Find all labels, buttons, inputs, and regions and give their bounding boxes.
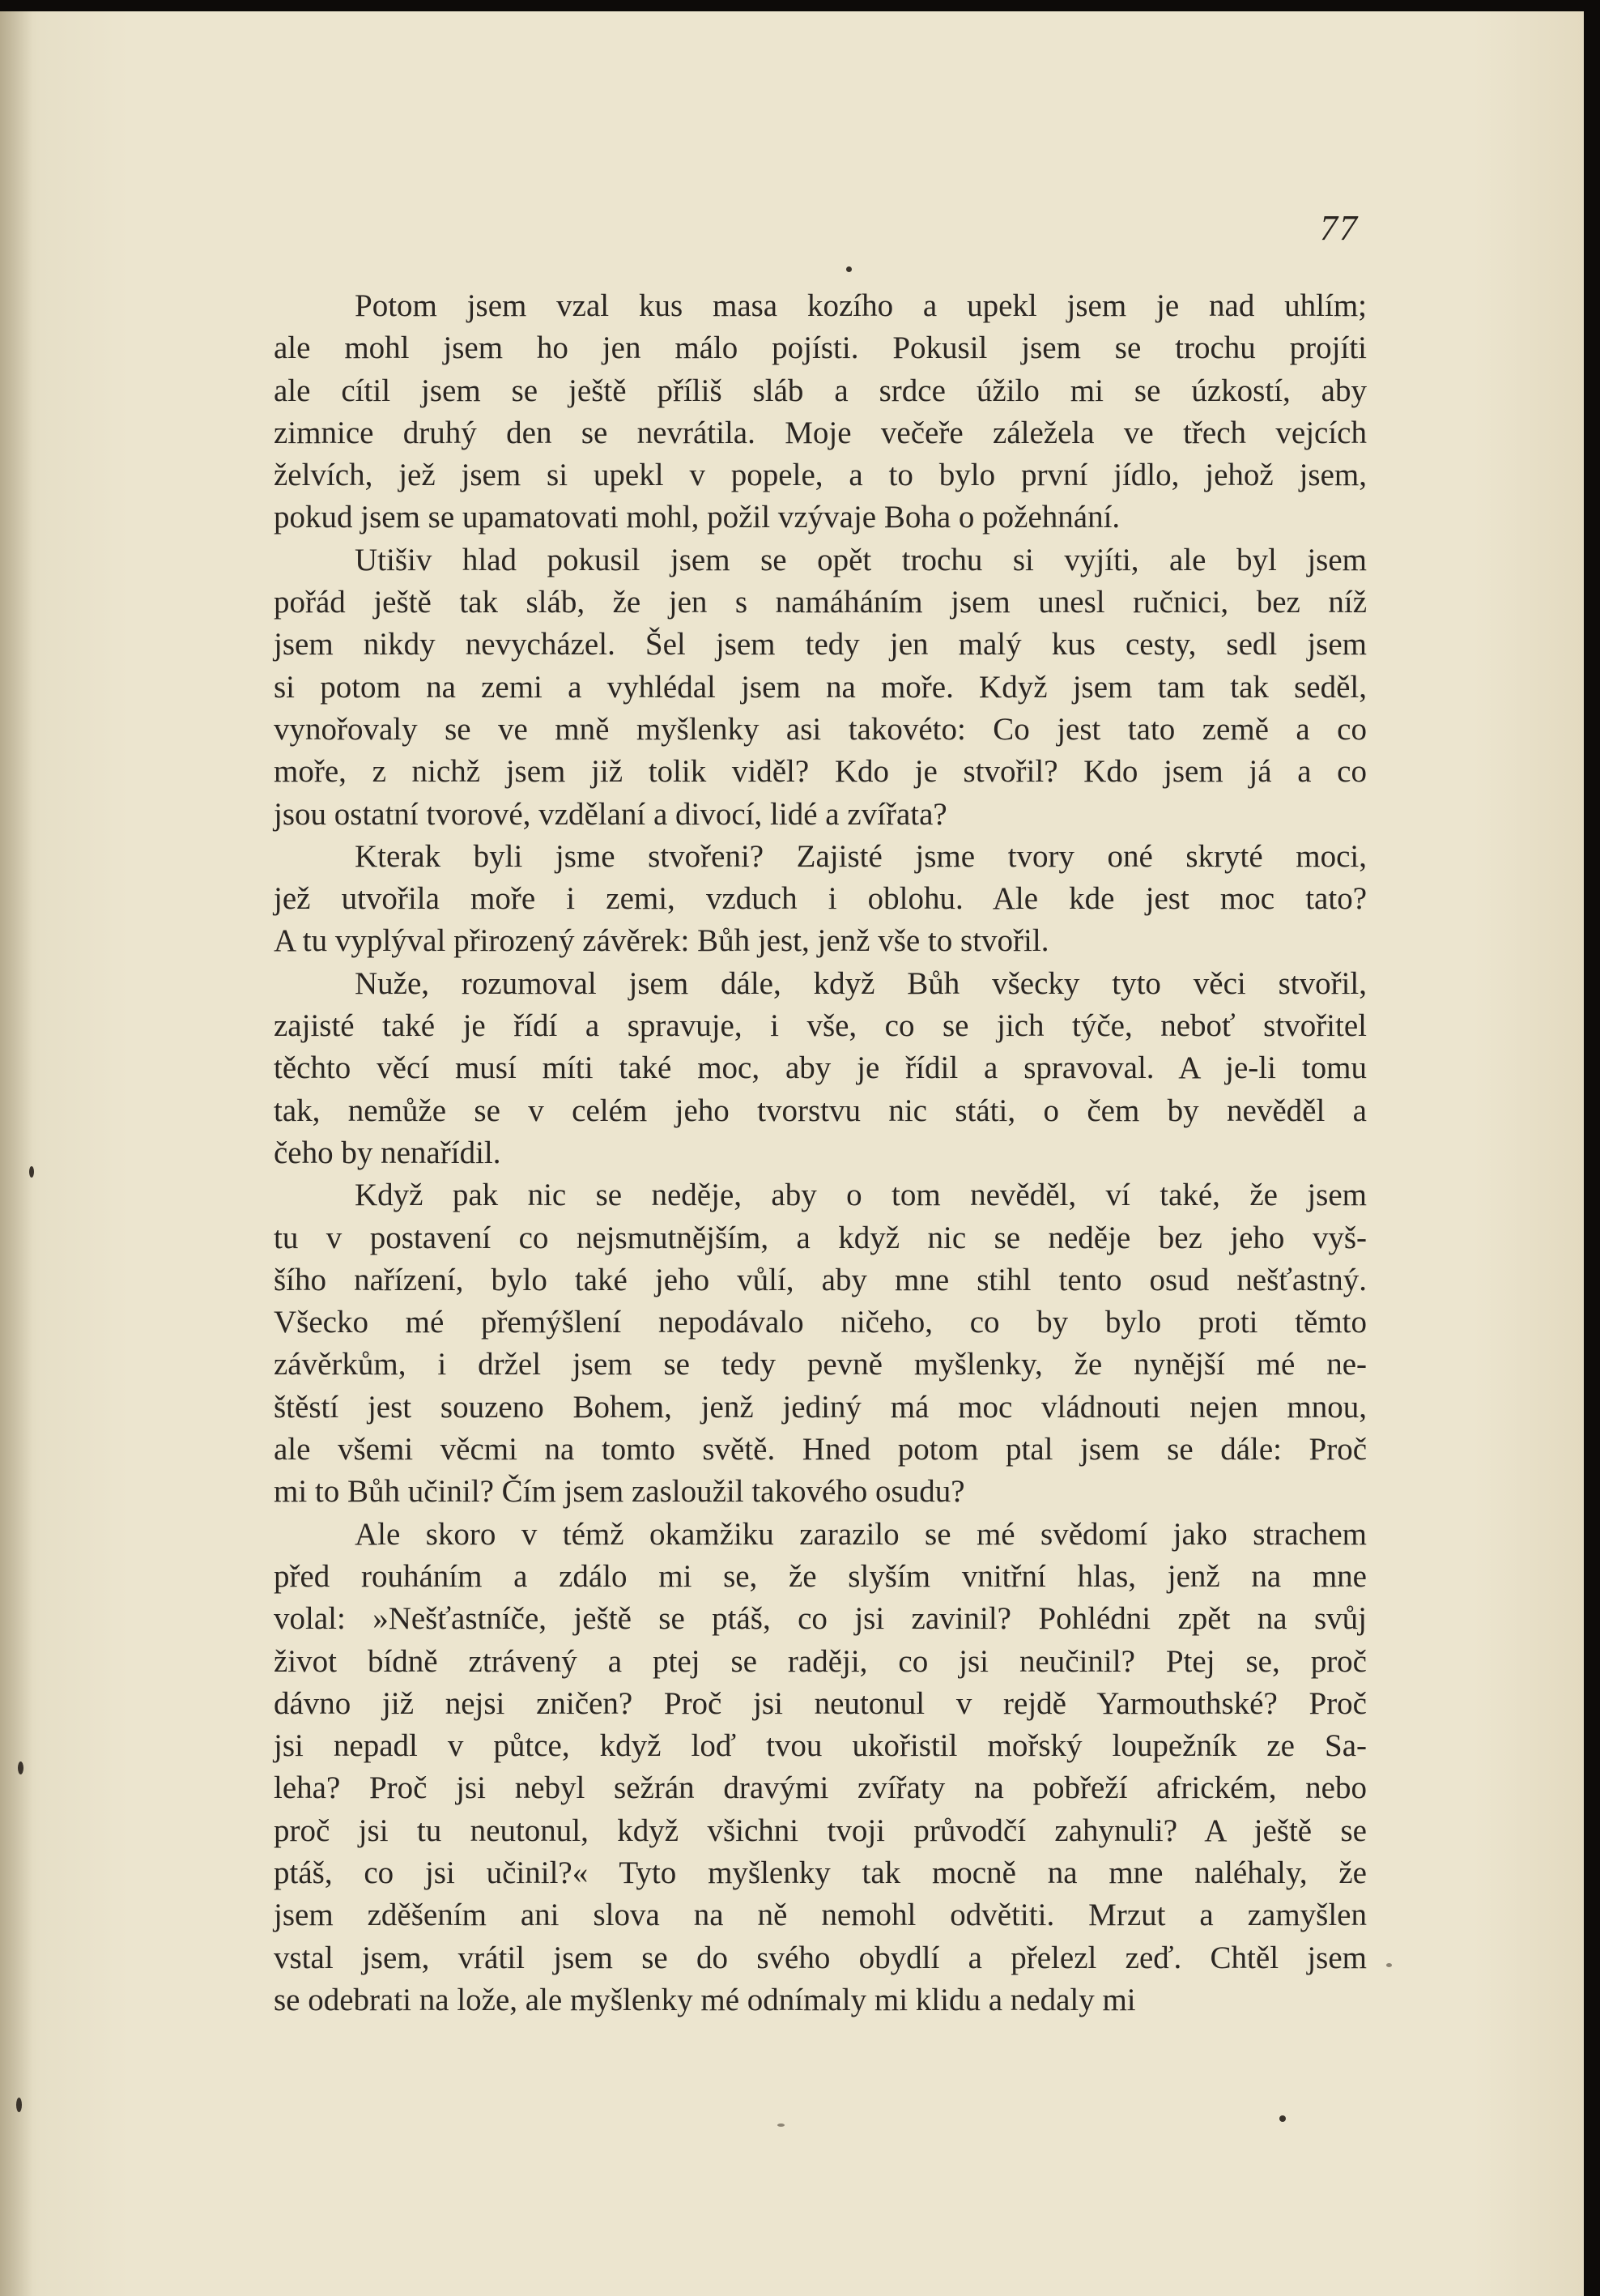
text-line: ale všemi věcmi na tomto světě. Hned potom ptal jsem se dále: Proč — [274, 1432, 1367, 1467]
scan-speck — [16, 2098, 22, 2112]
text-line: jsem zděšením ani slova na ně nemohl odvětiti. Mrzut a zamyšlen — [274, 1898, 1367, 1933]
scan-top-edge — [0, 0, 1600, 11]
paragraph — [274, 836, 1367, 963]
text-line: čeho by nenařídil. — [274, 1135, 501, 1170]
scan-speck — [846, 266, 852, 272]
page-number: 77 — [1320, 208, 1359, 248]
scan-speck — [18, 1761, 23, 1774]
text-line: těchto věcí musí míti také moc, aby je řídil a spravoval. A je-li tomu — [274, 1050, 1367, 1086]
text-line: Nuže, rozumoval jsem dále, když Bůh všecky tyto věci stvořil, — [355, 965, 1367, 1001]
text-line: ale cítil jsem se ještě příliš sláb a srdce úžilo mi se úzkostí, aby — [274, 373, 1367, 408]
text-line: Potom jsem vzal kus masa kozího a upekl jsem je nad uhlím; — [355, 288, 1367, 323]
text-line: jsou ostatní tvorové, vzdělaní a divocí, lidé a zvířata? — [274, 796, 947, 832]
scan-speck — [29, 1166, 34, 1178]
text-line: A tu vyplýval přirozený závěrek: Bůh jest, jenž vše to stvořil. — [274, 923, 1049, 959]
text-line: vstal jsem, vrátil jsem se do svého obydlí a přelezl zeď. Chtěl jsem — [274, 1940, 1367, 1975]
paragraph — [274, 539, 1367, 836]
text-line: Utišiv hlad pokusil jsem se opět trochu si vyjíti, ale byl jsem — [355, 542, 1367, 577]
text-line: moře, z nichž jsem již tolik viděl? Kdo je stvořil? Kdo jsem já a co — [274, 754, 1367, 790]
paragraph — [274, 1174, 1367, 1513]
scan-speck — [777, 2123, 785, 2127]
scan-speck — [1279, 2115, 1286, 2122]
paragraph — [274, 285, 1367, 539]
text-line: proč jsi tu neutonul, když všichni tvoji průvodčí zahynuli? A ještě se — [274, 1813, 1367, 1848]
text-line: jež utvořila moře i zemi, vzduch i oblohu. Ale kde jest moc tato? — [274, 881, 1367, 917]
text-line: tak, nemůže se v celém jeho tvorstvu nic státi, o čem by nevěděl a — [274, 1093, 1367, 1128]
text-line: pokud jsem se upamatovati mohl, požil vzývaje Boha o požehnání. — [274, 500, 1121, 535]
text-line: Ale skoro v témž okamžiku zarazilo se mé svědomí jako strachem — [355, 1516, 1367, 1552]
paragraph — [274, 963, 1367, 1174]
text-line: před rouháním a zdálo mi se, že slyším vnitřní hlas, jenž na mne — [274, 1558, 1367, 1594]
text-line: ale mohl jsem ho jen málo pojísti. Pokusil jsem se trochu projíti — [274, 330, 1367, 366]
text-line: vynořovaly se ve mně myšlenky asi takovéto: Co jest tato země a co — [274, 711, 1367, 747]
text-line: tu v postavení co nejsmutnějším, a když nic se neděje bez jeho vyš- — [274, 1220, 1367, 1255]
text-line: Všecko mé přemýšlení nepodávalo ničeho, co by bylo proti těmto — [274, 1305, 1367, 1340]
text-line: jsi nepadl v půtce, když loď tvou ukořistil mořský loupežník ze Sa- — [274, 1728, 1367, 1764]
scan-right-edge — [1584, 0, 1600, 2296]
text-line: leha? Proč jsi nebyl sežrán dravými zvířaty na pobřeží africkém, nebo — [274, 1770, 1367, 1806]
text-line: zimnice druhý den se nevrátila. Moje večeře záležela ve třech vejcích — [274, 415, 1367, 450]
text-line: se odebrati na lože, ale myšlenky mé odnímaly mi klidu a nedaly mi — [274, 1982, 1136, 2017]
text-line: volal: »Nešťastníče, ještě se ptáš, co jsi zavinil? Pohlédni zpět na svůj — [274, 1601, 1367, 1637]
text-line: Kterak byli jsme stvořeni? Zajisté jsme tvory oné skryté moci, — [355, 838, 1367, 874]
text-line: dávno již nejsi zničen? Proč jsi neutonul v rejdě Yarmouthské? Proč — [274, 1685, 1367, 1721]
text-line: mi to Bůh učinil? Čím jsem zasloužil takového osudu? — [274, 1474, 965, 1510]
text-line: želvích, jež jsem si upekl v popele, a to bylo první jídlo, jehož jsem, — [274, 458, 1367, 493]
text-line: šího nařízení, bylo také jeho vůlí, aby mne stihl tento osud nešťastný. — [274, 1262, 1367, 1297]
text-line: jsem nikdy nevycházel. Šel jsem tedy jen malý kus cesty, sedl jsem — [274, 627, 1367, 662]
text-line: závěrkům, i držel jsem se tedy pevně myšlenky, že nynější mé ne- — [274, 1347, 1367, 1382]
body-text — [274, 285, 1367, 2021]
scan-speck — [1386, 1963, 1392, 1967]
text-line: zajisté také je řídí a spravuje, i vše, co se jich týče, neboť stvořitel — [274, 1008, 1367, 1044]
paragraph — [274, 1514, 1367, 2022]
text-line: Když pak nic se neděje, aby o tom nevěděl, ví také, že jsem — [355, 1178, 1367, 1213]
text-line: ptáš, co jsi učinil?« Tyto myšlenky tak mocně na mne naléhaly, že — [274, 1855, 1367, 1890]
text-line: život bídně ztrávený a ptej se raději, co jsi neučinil? Ptej se, proč — [274, 1643, 1367, 1679]
text-line: štěstí jest souzeno Bohem, jenž jediný má moc vládnouti nejen mnou, — [274, 1389, 1367, 1425]
text-line: pořád ještě tak sláb, že jen s namáháním jsem unesl ručnici, bez níž — [274, 585, 1367, 620]
text-line: si potom na zemi a vyhlédal jsem na moře. Když jsem tam tak seděl, — [274, 669, 1367, 705]
gutter-shadow — [0, 11, 32, 2296]
